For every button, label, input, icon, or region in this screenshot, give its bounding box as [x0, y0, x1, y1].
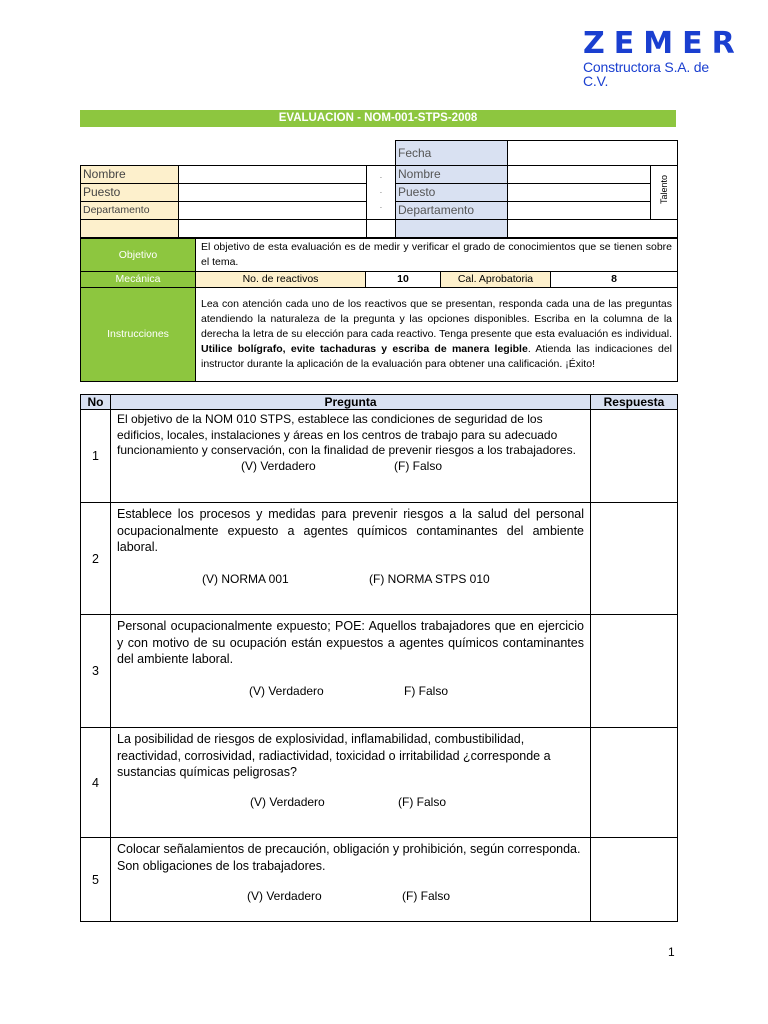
question-text: El objetivo de la NOM 010 STPS, establece las condiciones de seguridad de los edificios, locales, instalaciones y áreas en los centros de trabajo para su adecuado funcionamiento y conservación, con la finalidad de prevenir riesgos a los trabajadores. — [117, 412, 576, 457]
answer-field[interactable] — [591, 503, 678, 615]
option-false[interactable]: (F) Falso — [394, 458, 442, 473]
question-row — [81, 728, 678, 838]
calificacion-value: 8 — [551, 272, 678, 288]
company-logo — [583, 26, 744, 89]
question-number: 1 — [81, 410, 111, 503]
col-pregunta: Pregunta — [111, 395, 591, 410]
question-cell — [111, 728, 591, 838]
question-text: Colocar señalamientos de precaución, obligación y prohibición, según corresponda. Son obligaciones de los trabajadores. — [117, 842, 581, 873]
question-options — [117, 794, 584, 810]
reactivos-value: 10 — [366, 272, 441, 288]
question-options — [117, 683, 584, 699]
question-row — [81, 410, 678, 503]
fecha-label: Fecha — [396, 141, 508, 166]
logo-wordmark: ZEMER — [583, 26, 744, 61]
option-true[interactable]: (V) Verdadero — [241, 458, 316, 473]
instrucciones-bold-text: Utilice bolígrafo, evite tachaduras y escriba de manera legible — [201, 343, 528, 355]
puesto-field[interactable] — [179, 184, 367, 202]
answer-field[interactable] — [591, 410, 678, 503]
fecha-field[interactable] — [508, 141, 678, 166]
question-cell — [111, 410, 591, 503]
question-row — [81, 838, 678, 922]
question-number: 4 — [81, 728, 111, 838]
page-number: 1 — [668, 945, 675, 959]
question-cell — [111, 838, 591, 922]
question-row — [81, 615, 678, 728]
participant-info-table — [80, 140, 678, 238]
talento-departamento-label: Departamento — [396, 202, 508, 220]
question-number: 2 — [81, 503, 111, 615]
question-row — [81, 503, 678, 615]
option-true[interactable]: (V) NORMA 001 — [202, 571, 289, 586]
departamento-label: Departamento — [81, 202, 179, 220]
calificacion-label: Cal. Aprobatoria — [441, 272, 551, 288]
question-text: Personal ocupacionalmente expuesto; POE: Aquellos trabajadores que en ejercicio y con motivo de su ocupación están expuestos a agentes químicos contaminantes del ambiente laboral. — [117, 619, 584, 666]
option-true[interactable]: (V) Verdadero — [247, 889, 322, 903]
col-no: No — [81, 395, 111, 410]
option-true[interactable]: (V) Verdadero — [250, 794, 325, 809]
logo-subtitle: Constructora S.A. de C.V. — [583, 59, 709, 89]
talento-nombre-field[interactable] — [508, 166, 651, 184]
puesto-label: Puesto — [81, 184, 179, 202]
objetivo-label: Objetivo — [81, 239, 196, 272]
talento-nombre-label: Nombre — [396, 166, 508, 184]
talento-puesto-label: Puesto — [396, 184, 508, 202]
option-true[interactable]: (V) Verdadero — [249, 683, 324, 698]
evaluation-instructions-table — [80, 238, 678, 382]
talento-label: Talento — [658, 175, 669, 205]
option-false[interactable]: (F) Falso — [402, 889, 450, 903]
separator-column: · · · — [367, 166, 396, 220]
instrucciones-label: Instrucciones — [81, 288, 196, 382]
question-number: 3 — [81, 615, 111, 728]
questions-table — [80, 394, 678, 922]
answer-field[interactable] — [591, 728, 678, 838]
talento-label-cell — [651, 166, 678, 220]
instrucciones-text: Lea con atención cada uno de los reactivos que se presentan, responda cada una de las preguntas atendiendo la naturaleza de la pregunta y las opciones disponibles. Escriba en la columna de la derecha la letra de su elección para cada reactivo. Tenga presente que esta evaluación es individual. Utilice bolígrafo, evite tachaduras y escriba de manera legible. Atienda las indicaciones del instructor durante la aplicación de la evaluación para obtener una calificación. ¡Éxito! — [196, 288, 678, 382]
question-options — [117, 571, 584, 587]
objetivo-text: El objetivo de esta evaluación es de medir y verificar el grado de conocimientos que se tienen sobre el tema. — [196, 239, 678, 272]
question-cell — [111, 615, 591, 728]
question-number: 5 — [81, 838, 111, 922]
departamento-field[interactable] — [179, 202, 367, 220]
question-options — [117, 888, 584, 904]
evaluation-title: EVALUACION - NOM-001-STPS-2008 — [80, 110, 676, 127]
col-respuesta: Respuesta — [591, 395, 678, 410]
option-false[interactable]: (F) NORMA STPS 010 — [369, 571, 490, 586]
nombre-label: Nombre — [81, 166, 179, 184]
reactivos-label: No. de reactivos — [196, 272, 366, 288]
talento-departamento-field[interactable] — [508, 202, 651, 220]
question-options — [117, 459, 584, 475]
question-text: Establece los procesos y medidas para prevenir riesgos a la salud del personal ocupacionalmente expuesto a agentes químicos contaminantes del ambiente laboral. — [117, 507, 584, 554]
answer-field[interactable] — [591, 615, 678, 728]
option-false[interactable]: (F) Falso — [398, 794, 446, 809]
nombre-field[interactable] — [179, 166, 367, 184]
answer-field[interactable] — [591, 838, 678, 922]
question-text: La posibilidad de riesgos de explosividad, inflamabilidad, combustibilidad, reactividad, corrosividad, radiactividad, toxicidad o irritabilidad ¿corresponde a sustancias químicas peligrosas? — [117, 732, 551, 779]
option-false[interactable]: F) Falso — [404, 683, 449, 698]
mecanica-label: Mecánica — [81, 272, 196, 288]
talento-puesto-field[interactable] — [508, 184, 651, 202]
question-cell — [111, 503, 591, 615]
